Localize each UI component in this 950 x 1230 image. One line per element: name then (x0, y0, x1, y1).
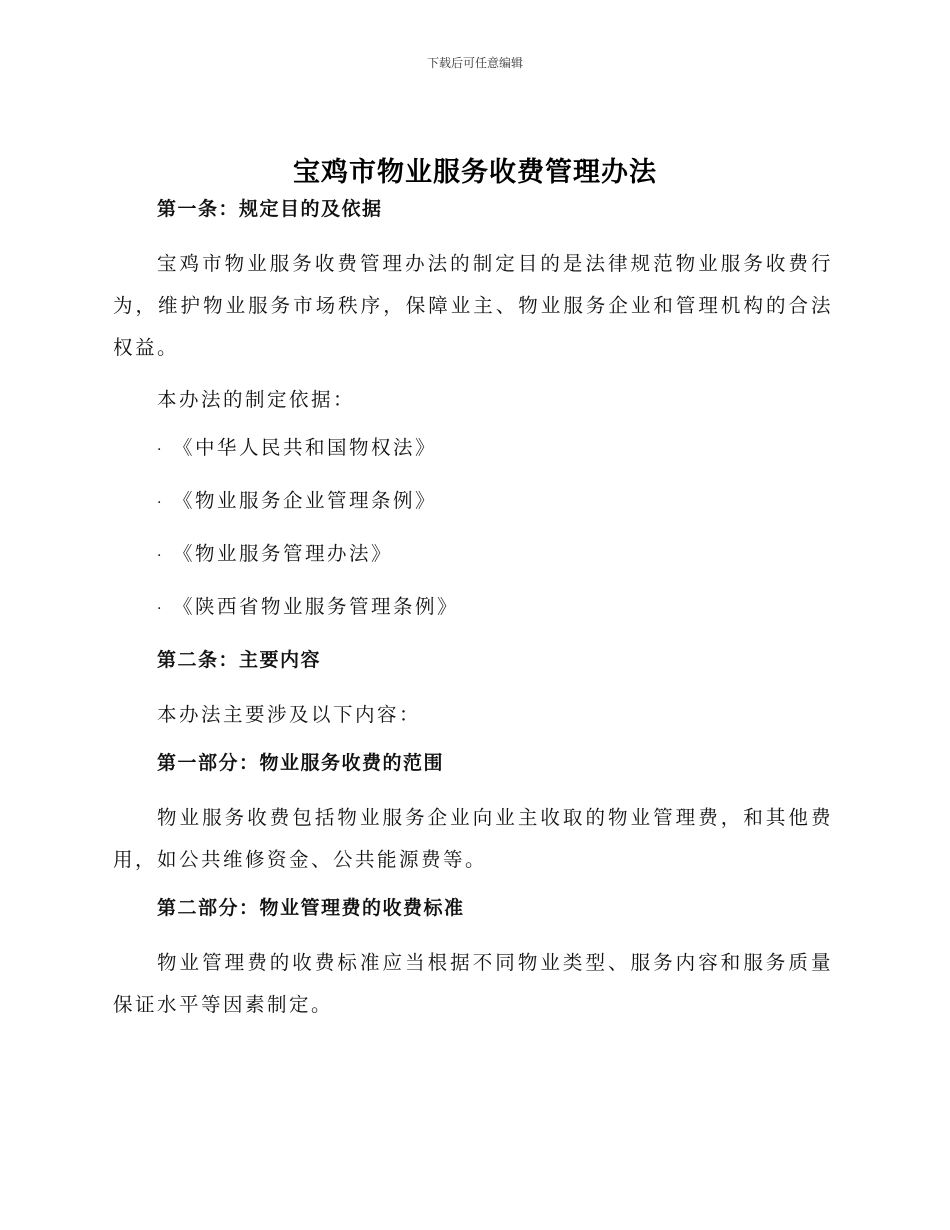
list-item-text: 《陕西省物业服务管理条例》 (173, 595, 460, 618)
article1-heading: 第一条：规定目的及依据 (157, 198, 383, 220)
list-item-text: 《中华人民共和国物权法》 (173, 436, 438, 459)
list-item-text: 《物业服务企业管理条例》 (173, 489, 438, 512)
bullet-icon: · (157, 442, 164, 458)
part1-heading: 第一部分：物业服务收费的范围 (157, 752, 445, 774)
bullet-icon: · (157, 601, 164, 617)
list-item (157, 537, 833, 573)
article2-heading: 第二条：主要内容 (157, 649, 322, 671)
article1-basis-intro: 本办法的制定依据： (157, 388, 356, 411)
document-title: 宝鸡市物业服务收费管理办法 (293, 157, 657, 188)
list-item (157, 431, 833, 467)
article2-intro: 本办法主要涉及以下内容： (157, 703, 422, 726)
bullet-icon: · (157, 495, 164, 511)
part1-paragraph: 物业服务收费包括物业服务企业向业主收取的物业管理费，和其他费用，如公共维修资金、公共能源费等。 (113, 806, 833, 871)
bullet-icon: · (157, 548, 164, 564)
article1-purpose-paragraph: 宝鸡市物业服务收费管理办法的制定目的是法律规范物业服务收费行为，维护物业服务市场秩序，保障业主、物业服务企业和管理机构的合法权益。 (113, 252, 833, 359)
list-item (157, 590, 833, 626)
basis-list (113, 431, 833, 626)
list-item-text: 《物业服务管理办法》 (173, 542, 394, 565)
part2-paragraph: 物业管理费的收费标准应当根据不同物业类型、服务内容和服务质量保证水平等因素制定。 (113, 951, 833, 1016)
document-body (113, 192, 833, 1036)
list-item (157, 484, 833, 520)
part2-heading: 第二部分：物业管理费的收费标准 (157, 897, 465, 919)
header-note: 下载后可任意编辑 (426, 56, 523, 70)
